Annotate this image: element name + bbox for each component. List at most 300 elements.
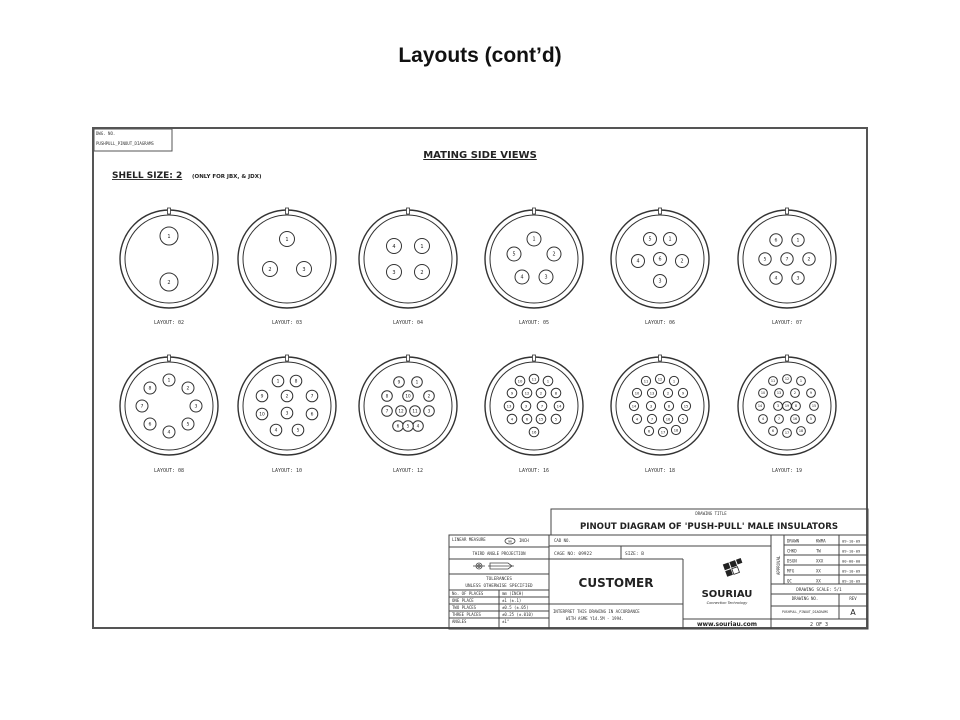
- contact-pin: [256, 390, 268, 402]
- approval-name: TW: [816, 548, 821, 554]
- contact-pin: [770, 272, 782, 284]
- contact-pin-number: 5: [763, 257, 767, 263]
- contact-pin: [792, 272, 804, 284]
- polarizing-key: [286, 208, 289, 214]
- contact-pin: [807, 415, 816, 424]
- contact-pin-number: 6: [774, 238, 778, 244]
- contact-pin: [783, 429, 792, 438]
- contact-pin: [529, 374, 539, 384]
- contact-pin-number: 7: [540, 403, 544, 409]
- interpret-note-2: WITH ASME Y14.5M - 1994.: [566, 616, 624, 621]
- approval-name: KWMA: [816, 538, 826, 544]
- unit-inch: INCH: [519, 538, 529, 543]
- insulator-layout: [238, 355, 336, 474]
- insulator-layout: [738, 355, 836, 474]
- contact-pin: [297, 262, 312, 277]
- contact-pin: [654, 253, 667, 266]
- contact-pin-number: 3: [544, 275, 548, 281]
- sheet-number: 2 OF 3: [809, 622, 829, 628]
- contact-pin: [263, 262, 278, 277]
- contact-pin-number: 12: [398, 408, 404, 414]
- polarizing-key: [168, 208, 171, 214]
- corner-dwg-box: [94, 129, 172, 151]
- contact-pin-number: 9: [260, 394, 264, 400]
- approval-date: 09-10-09: [842, 568, 861, 574]
- contact-pin-number: 3: [427, 408, 431, 414]
- contact-pin-number: 1: [668, 237, 672, 243]
- contact-pin: [678, 414, 687, 423]
- contact-pin-number: 7: [385, 408, 389, 414]
- approval-label: APPROVAL: [776, 555, 781, 575]
- tolerance-row-label: No. OF PLACES: [452, 591, 484, 596]
- contact-pin-number: 11: [643, 379, 649, 384]
- contact-pin: [641, 376, 650, 385]
- contact-pin-number: 3: [392, 269, 396, 276]
- layout-caption: LAYOUT: 02: [153, 320, 185, 326]
- contact-pin: [678, 388, 687, 397]
- contact-pin-number: 5: [296, 428, 300, 434]
- contact-pin-number: 2: [793, 391, 797, 396]
- contact-pin: [775, 389, 784, 398]
- contact-pin-number: 7: [650, 417, 654, 422]
- contact-pin: [681, 401, 690, 410]
- insulator-layout: [485, 208, 583, 326]
- contact-pin-number: 8: [554, 390, 558, 396]
- contact-pin: [190, 400, 202, 412]
- contact-pin-number: 3: [796, 276, 800, 282]
- contact-pin: [644, 233, 657, 246]
- insulator-inner-ring: [243, 362, 331, 450]
- contact-pin-number: 2: [420, 269, 424, 276]
- contact-pin: [292, 424, 304, 436]
- contact-pin-number: 4: [167, 430, 171, 436]
- contact-pin: [792, 402, 801, 411]
- contact-pin-number: 3: [285, 411, 289, 417]
- contact-pin-number: 1: [420, 243, 424, 250]
- contact-pin-number: 15: [683, 404, 689, 409]
- layout-caption: LAYOUT: 19: [771, 468, 803, 474]
- contact-pin-number: 19: [784, 404, 790, 409]
- contact-pin-number: 11: [770, 379, 776, 384]
- contact-pin-number: 3: [524, 403, 528, 409]
- contact-pin-number: 8: [385, 393, 389, 399]
- contact-pin: [774, 402, 783, 411]
- contact-pin-number: 6: [396, 423, 400, 429]
- contact-pin-number: 4: [416, 423, 420, 429]
- shell-size-label: SHELL SIZE: 2: [112, 171, 183, 181]
- layout-caption: LAYOUT: 07: [771, 320, 803, 326]
- insulator-outer-ring: [485, 357, 583, 455]
- contact-pin: [393, 421, 404, 432]
- contact-pin: [536, 388, 546, 398]
- contact-pin: [270, 424, 282, 436]
- contact-pin-number: 11: [531, 376, 537, 382]
- approval-name: XX: [816, 568, 821, 574]
- contact-pin-number: 14: [757, 404, 763, 409]
- contact-pin: [507, 247, 521, 261]
- contact-pin: [759, 253, 771, 265]
- size-label: SIZE: B: [625, 552, 644, 557]
- contact-pin-number: 1: [796, 238, 800, 244]
- contact-pin: [522, 414, 532, 424]
- contact-pin: [547, 247, 561, 261]
- layout-caption: LAYOUT: 04: [392, 320, 424, 326]
- contact-pin: [403, 421, 414, 432]
- tolerance-row-value: ±1 (±.1): [502, 598, 522, 603]
- contact-pin: [664, 233, 677, 246]
- contact-pin: [256, 408, 268, 420]
- insulator-inner-ring: [364, 362, 452, 450]
- contact-pin-number: 4: [510, 416, 514, 422]
- contact-pin-number: 17: [784, 431, 790, 436]
- insulator-layout: [120, 355, 218, 474]
- tolerance-row-value: ±0.25 (±.010): [502, 612, 534, 617]
- cad-no-label: CAD NO.: [554, 538, 571, 543]
- contact-pin-number: 3: [776, 404, 780, 409]
- contact-pin: [775, 415, 784, 424]
- contact-pin: [504, 401, 514, 411]
- contact-pin: [536, 414, 546, 424]
- insulator-outer-ring: [238, 357, 336, 455]
- contact-pin-number: 2: [807, 257, 811, 263]
- contact-pin: [144, 382, 156, 394]
- views-heading: MATING SIDE VIEWS: [423, 150, 537, 161]
- unit-mm: mm: [508, 539, 512, 544]
- contact-pin-number: 1: [532, 237, 536, 243]
- contact-pin: [781, 253, 793, 265]
- contact-pin-number: 16: [531, 429, 537, 435]
- approval-role: CHKD: [787, 548, 797, 554]
- polarizing-key: [786, 355, 789, 361]
- approval-role: DSGN: [787, 558, 797, 564]
- contact-pin-number: 9: [681, 391, 685, 396]
- tolerance-row-value: ±0.5 (±.05): [502, 605, 529, 610]
- layout-caption: LAYOUT: 18: [644, 468, 676, 474]
- contact-pin: [632, 255, 645, 268]
- contact-pin: [280, 232, 295, 247]
- contact-pin: [671, 425, 680, 434]
- contact-pin: [382, 391, 393, 402]
- contact-pin: [144, 418, 156, 430]
- insulator-outer-ring: [611, 357, 709, 455]
- contact-pin: [797, 427, 806, 436]
- contact-pin-number: 7: [310, 394, 314, 400]
- approval-date: 09-10-09: [842, 538, 861, 544]
- layout-caption: LAYOUT: 08: [153, 468, 185, 474]
- approval-role: MFG: [787, 568, 795, 574]
- insulator-layout: [359, 208, 457, 326]
- contact-pin-number: 1: [276, 379, 280, 385]
- polarizing-key: [786, 208, 789, 214]
- insulator-layout: [120, 208, 218, 326]
- contact-pin: [632, 414, 641, 423]
- contact-pin: [632, 388, 641, 397]
- contact-pin-number: 14: [556, 403, 562, 409]
- contact-pin: [415, 265, 430, 280]
- approval-role: DRAWN: [787, 538, 800, 544]
- contact-pin-number: 10: [760, 391, 766, 396]
- drawing-title-label: DRAWING TITLE: [695, 511, 727, 516]
- contact-pin-number: 1: [415, 379, 419, 385]
- contact-pin-number: 3: [649, 404, 653, 409]
- cage-no: CAGE NO: 09922: [554, 552, 592, 557]
- contact-pin: [160, 227, 178, 245]
- contact-pin: [281, 390, 293, 402]
- contact-pin-number: 4: [635, 417, 639, 422]
- customer-label: CUSTOMER: [578, 576, 654, 590]
- contact-pin-number: 1: [285, 236, 289, 243]
- tolerance-row-label: ONE PLACE: [452, 598, 474, 603]
- tolerance-rows: [452, 591, 533, 624]
- contact-pin-number: 4: [274, 428, 278, 434]
- contact-pin: [387, 265, 402, 280]
- insulator-layout: [238, 208, 336, 326]
- rev-label: REV: [849, 596, 857, 601]
- contact-pin: [551, 388, 561, 398]
- contact-pin: [792, 234, 804, 246]
- contact-pin: [644, 426, 653, 435]
- layout-caption: LAYOUT: 16: [518, 468, 550, 474]
- contact-pin-number: 1: [167, 233, 171, 240]
- drawing-scale: DRAWING SCALE: 5/1: [796, 587, 842, 592]
- contact-pin: [537, 401, 547, 411]
- contact-pin: [664, 401, 673, 410]
- contact-pin: [507, 388, 517, 398]
- contact-pin-number: 8: [667, 404, 671, 409]
- contact-pin: [306, 390, 318, 402]
- contact-pin-number: 10: [634, 391, 640, 396]
- insulator-layout: [359, 355, 457, 474]
- polarizing-key: [659, 355, 662, 361]
- contact-pin-number: 10: [517, 378, 523, 384]
- contact-pin-number: 6: [771, 429, 775, 434]
- contact-pin: [807, 389, 816, 398]
- contact-pin-number: 13: [506, 403, 512, 409]
- contact-pin-number: 17: [660, 430, 666, 435]
- tolerance-row-value: mm (INCH): [502, 591, 524, 596]
- contact-pin: [387, 239, 402, 254]
- contact-pin: [415, 239, 430, 254]
- drawing-canvas: [94, 129, 870, 631]
- contact-pin-number: 3: [194, 404, 198, 410]
- insulator-layout: [611, 355, 709, 474]
- contact-pin: [396, 406, 407, 417]
- contact-pin: [182, 382, 194, 394]
- corner-dwg-label: DWG. NO.: [96, 131, 116, 136]
- interpret-note-1: INTERPRET THIS DRAWING IN ACCORDANCE: [553, 609, 640, 614]
- contact-pin-number: 8: [794, 404, 798, 409]
- contact-pin: [669, 376, 678, 385]
- approval-date: 00-00-00: [842, 558, 861, 564]
- insulator-layouts: [120, 208, 836, 474]
- contact-pin: [655, 374, 664, 383]
- contact-pin-number: 1: [167, 378, 171, 384]
- approval-date: 09-10-09: [842, 578, 861, 584]
- contact-pin-number: 18: [798, 429, 804, 434]
- contact-pin-number: 5: [681, 417, 685, 422]
- contact-pin-number: 10: [405, 393, 411, 399]
- contact-pin: [783, 402, 792, 411]
- approval-name: XX: [816, 578, 821, 584]
- website-link[interactable]: www.souriau.com: [696, 621, 758, 628]
- contact-pin: [382, 406, 393, 417]
- drawing-title: PINOUT DIAGRAM OF 'PUSH-PULL' MALE INSULATORS: [579, 522, 839, 532]
- contact-pin-number: 4: [774, 276, 778, 282]
- contact-pin-number: 4: [761, 417, 765, 422]
- insulator-inner-ring: [364, 215, 452, 303]
- contact-pin-number: 16: [665, 417, 671, 422]
- contact-pin: [803, 253, 815, 265]
- contact-pin: [424, 406, 435, 417]
- contact-pin: [160, 273, 178, 291]
- contact-pin: [759, 415, 768, 424]
- layout-caption: LAYOUT: 10: [271, 468, 303, 474]
- drawing-no: PUSHPULL_PINOUT_DIAGRAMS: [781, 610, 829, 614]
- insulator-inner-ring: [490, 215, 578, 303]
- contact-pin: [306, 408, 318, 420]
- contact-pin: [654, 275, 667, 288]
- contact-pin: [527, 232, 541, 246]
- insulator-inner-ring: [243, 215, 331, 303]
- tolerance-row-label: ANGLES: [452, 619, 467, 624]
- contact-pin-number: 6: [310, 412, 314, 418]
- approval-role: QC: [787, 578, 792, 584]
- contact-pin: [629, 401, 638, 410]
- contact-pin: [507, 414, 517, 424]
- contact-pin-number: 6: [647, 429, 651, 434]
- contact-pin: [770, 234, 782, 246]
- contact-pin-number: 9: [397, 379, 401, 385]
- contact-pin-number: 9: [510, 390, 514, 396]
- contact-pin: [646, 401, 655, 410]
- polarizing-key: [286, 355, 289, 361]
- tolerances-note: UNLESS OTHERWISE SPECIFIED: [465, 584, 533, 589]
- contact-pin: [529, 427, 539, 437]
- layout-caption: LAYOUT: 06: [644, 320, 676, 326]
- contact-pin: [412, 377, 423, 388]
- contact-pin: [551, 414, 561, 424]
- contact-pin: [163, 426, 175, 438]
- contact-pin-number: 13: [776, 391, 782, 396]
- tolerance-row-label: TWO PLACES: [452, 605, 477, 610]
- polarizing-key: [407, 208, 410, 214]
- contact-pin-number: 11: [412, 408, 418, 414]
- approval-name: XXX: [816, 558, 824, 564]
- souriau-logo-icon: [723, 558, 745, 577]
- layout-caption: LAYOUT: 12: [392, 468, 424, 474]
- layout-caption: LAYOUT: 03: [271, 320, 303, 326]
- contact-pin-number: 3: [302, 266, 306, 273]
- contact-pin: [647, 414, 656, 423]
- contact-pin-number: 8: [148, 386, 152, 392]
- contact-pin: [797, 377, 806, 386]
- contact-pin-number: 2: [268, 266, 272, 273]
- contact-pin: [769, 427, 778, 436]
- contact-pin-number: 2: [285, 394, 289, 400]
- brand-tagline: Connection Technology: [706, 601, 748, 605]
- contact-pin-number: 2: [539, 390, 543, 396]
- contact-pin-number: 8: [294, 379, 298, 385]
- contact-pin: [281, 407, 293, 419]
- contact-pin-number: 1: [672, 379, 676, 384]
- contact-pin-number: 5: [648, 237, 652, 243]
- insulator-outer-ring: [120, 210, 218, 308]
- insulator-layout: [738, 208, 836, 326]
- polarizing-key: [533, 355, 536, 361]
- contact-pin: [290, 375, 302, 387]
- rev-value: A: [850, 608, 856, 617]
- contact-pin-number: 2: [666, 391, 670, 396]
- contact-pin-number: 2: [680, 259, 684, 265]
- contact-pin: [756, 402, 765, 411]
- contact-pin-number: 4: [636, 259, 640, 265]
- tolerances-title: TOLERANCES: [486, 577, 512, 582]
- contact-pin: [410, 406, 421, 417]
- units-label: LINEAR MEASURE: [452, 537, 486, 542]
- projection-label: THIRD ANGLE PROJECTION: [472, 551, 526, 556]
- brand-name: SOURIAU: [701, 589, 753, 600]
- slide-title: Layouts (cont’d): [398, 44, 562, 67]
- contact-pin-number: 7: [785, 257, 789, 263]
- contact-pin-number: 6: [525, 416, 529, 422]
- contact-pin: [783, 375, 792, 384]
- contact-pin-number: 5: [512, 252, 516, 258]
- polarizing-key: [168, 355, 171, 361]
- contact-pin: [521, 401, 531, 411]
- polarizing-key: [659, 208, 662, 214]
- polarizing-key: [407, 355, 410, 361]
- insulator-outer-ring: [238, 210, 336, 308]
- contact-pin-number: 5: [809, 417, 813, 422]
- insulator-outer-ring: [120, 357, 218, 455]
- contact-pin: [810, 402, 819, 411]
- insulator-layout: [485, 355, 583, 474]
- shell-size-note: (ONLY FOR JBX, & JDX): [192, 174, 262, 180]
- contact-pin-number: 6: [658, 257, 662, 263]
- projection-symbol: [473, 563, 514, 569]
- contact-pin: [769, 377, 778, 386]
- contact-pin: [522, 388, 532, 398]
- contact-pin: [658, 427, 667, 436]
- contact-pin: [663, 388, 672, 397]
- tolerance-row-value: ±1°: [502, 619, 510, 624]
- contact-pin-number: 5: [406, 423, 410, 429]
- contact-pin: [424, 391, 435, 402]
- insulator-outer-ring: [359, 357, 457, 455]
- contact-pin-number: 1: [799, 379, 803, 384]
- contact-pin-number: 18: [673, 428, 679, 433]
- engineering-drawing: [92, 127, 868, 629]
- contact-pin-number: 15: [811, 404, 817, 409]
- contact-pin-number: 12: [657, 377, 663, 382]
- contact-pin: [676, 255, 689, 268]
- contact-pin: [182, 418, 194, 430]
- contact-pin-number: 10: [259, 412, 265, 418]
- contact-pin: [791, 415, 800, 424]
- insulator-outer-ring: [359, 210, 457, 308]
- contact-pin-number: 12: [784, 377, 790, 382]
- contact-pin-number: 14: [631, 404, 637, 409]
- contact-pin-number: 15: [538, 416, 544, 422]
- insulator-outer-ring: [485, 210, 583, 308]
- contact-pin-number: 5: [554, 416, 558, 422]
- contact-pin: [394, 377, 405, 388]
- contact-pin-number: 2: [552, 252, 556, 258]
- contact-pin-number: 2: [167, 279, 171, 286]
- layout-caption: LAYOUT: 05: [518, 320, 550, 326]
- contact-pin-number: 3: [658, 279, 662, 285]
- insulator-layout: [611, 208, 709, 326]
